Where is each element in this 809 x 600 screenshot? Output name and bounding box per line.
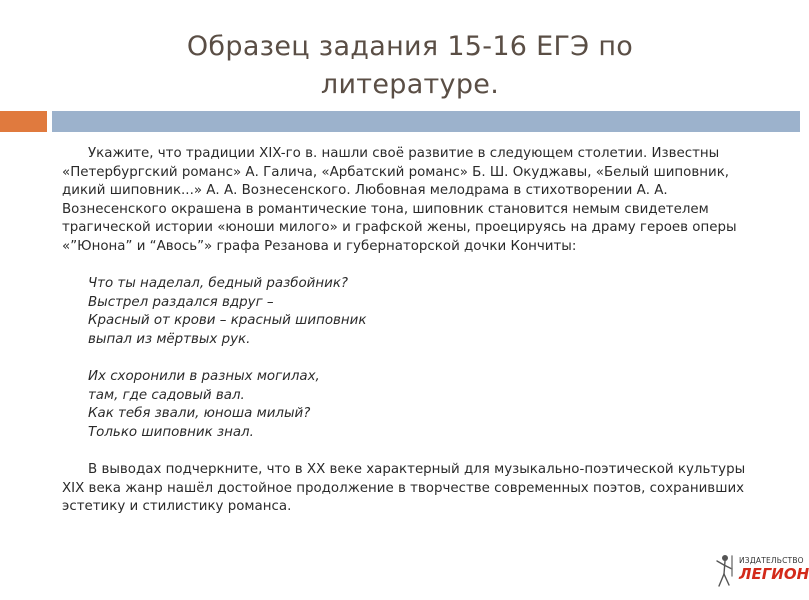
title-line-2: литературе.	[320, 69, 500, 100]
title-line-1: Образец задания 15-16 ЕГЭ по	[186, 31, 634, 62]
poem-line: выпал из мёртвых рук.	[88, 331, 251, 347]
poem-line: Красный от крови – красный шиповник	[88, 313, 367, 329]
header-bar	[52, 111, 800, 132]
poem-line: Что ты наделал, бедный разбойник?	[88, 276, 349, 292]
poem-line: Выстрел раздался вдруг –	[88, 294, 274, 310]
slide-title	[100, 28, 720, 104]
stanza-gap	[88, 350, 762, 369]
publisher-logo	[712, 552, 809, 592]
poem-line: Только шиповник знал.	[88, 424, 254, 440]
logo-small-text: ИЗДАТЕЛЬСТВО	[739, 556, 804, 565]
slide-content	[62, 145, 762, 517]
logo-name: ЛЕГИОН	[739, 565, 809, 583]
poem-line: Как тебя звали, юноша милый?	[88, 406, 311, 422]
poem-line: там, где садовый вал.	[88, 387, 245, 403]
conclusion-paragraph: В выводах подчеркните, что в XX веке характерный для музыкально-поэтической культуры XIX века жанр нашёл достойное продолжение в творчестве современных поэтов, сохранивших эстетику и стилистику романса.	[62, 462, 746, 515]
poem	[88, 275, 762, 442]
poem-line: Их схоронили в разных могилах,	[88, 369, 320, 385]
accent-bar	[0, 111, 47, 132]
task-paragraph: Укажите, что традиции XIX-го в. нашли своё развитие в следующем столетии. Известны «Петербургский романс» А. Галича, «Арбатский романс» Б. Ш. Окуджавы, «Белый шиповник, дикий шиповник...» А. А. Вознесенского. Любовная мелодрама в стихотворении А. А. Вознесенского окрашена в романтические тона, шиповник становится немым свидетелем трагической истории «юноши милого» и графской жены, проецируясь на драму героев оперы «”Юнона” и “Авось”» графа Резанова и губернаторской дочки Кончиты:	[62, 146, 737, 254]
legion-figure-icon	[712, 552, 738, 592]
